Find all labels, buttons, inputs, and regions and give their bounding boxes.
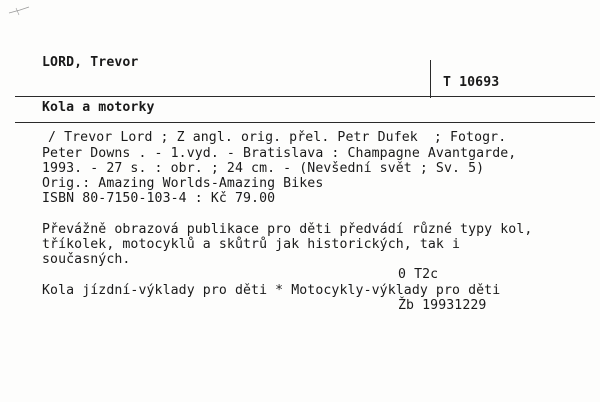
shelfmark-divider (430, 60, 431, 98)
record-id: Žb 19931229 (398, 298, 487, 313)
author-heading: LORD, Trevor (42, 55, 139, 70)
annotation-line: současných. (42, 252, 131, 267)
description-line: 1993. - 27 s. : obr. ; 24 cm. - (Nevšední svět ; Sv. 5) (42, 161, 485, 176)
classification: 0 T2c (398, 267, 439, 282)
shelfmark: T 10693 (443, 75, 500, 90)
subject-headings: Kola jízdní-výklady pro děti * Motocykly-výklady pro děti (42, 283, 501, 298)
description-line: Peter Downs . - 1.vyd. - Bratislava : Champagne Avantgarde, (42, 146, 517, 161)
header-rule (15, 96, 595, 97)
description-line: ISBN 80-7150-103-4 : Kč 79.00 (42, 191, 276, 206)
description-line: / Trevor Lord ; Z angl. orig. přel. Petr Dufek ; Fotogr. (48, 130, 507, 145)
annotation-line: Převážně obrazová publikace pro děti předvádí různé typy kol, (42, 222, 533, 237)
pen-mark-icon (8, 6, 30, 16)
description-line: Orig.: Amazing Worlds-Amazing Bikes (42, 176, 324, 191)
annotation-line: tříkolek, motocyklů a skůtrů jak historických, tak i (42, 237, 461, 252)
title-rule (15, 122, 595, 123)
title: Kola a motorky (42, 100, 155, 115)
